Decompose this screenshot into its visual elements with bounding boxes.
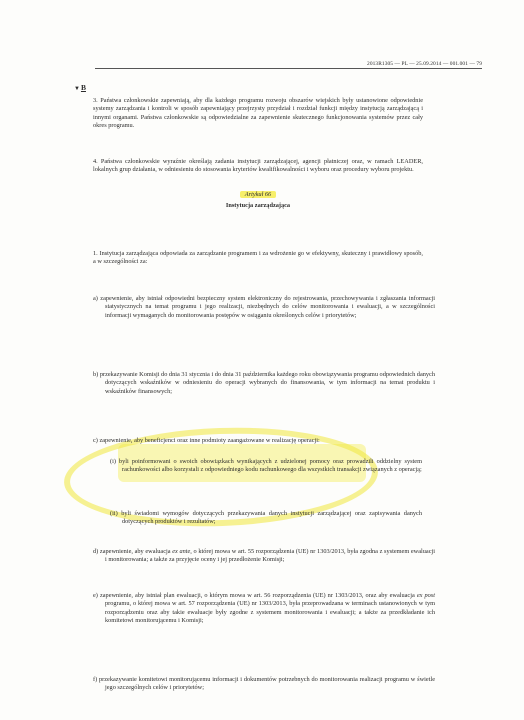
- list-item-b: b) przekazywanie Komisji do dnia 31 stycznia i do dnia 31 października każdego roku obowiązywania programu odpowiednich danych dotyczących wskaźników w odniesieniu do operacji wybranych do finansowania, w tym informacji na temat produktu i wskaźników finansowych;: [93, 371, 435, 395]
- article-title: Instytucja zarządzająca: [225, 202, 291, 209]
- amendment-letter: B: [80, 83, 86, 92]
- list-item-c: c) zapewnienie, aby beneficjenci oraz inne podmioty zaangażowane w realizację operacji:: [93, 437, 320, 444]
- item-e-text-1: e) zapewnienie, aby istniał plan ewaluacji, o którym mowa w art. 56 rozporządzenia (UE) nr 1303/2013, oraz aby ewaluacja: [93, 592, 417, 599]
- paragraph-1: 1. Instytucja zarządzająca odpowiada za zarządzanie programem i za wdrożenie go w efektywny, skuteczny i prawidłowy sposób, a w szczególności za:: [93, 250, 423, 266]
- paragraph-3: 3. Państwa członkowskie zapewniają, aby dla każdego programu rozwoju obszarów wiejskich były ustanowione odpowiednie systemy zarządzania i kontroli w sposób zapewniający przejrzysty przydział i rozdział funkcji między instytucją zarządzającą i innymi organami. Państwa członkowskie są odpowiedzialne za zapewnienie skutecznego funkcjonowania systemów przez cały okres programu.: [93, 97, 423, 130]
- amendment-marker: [74, 83, 86, 92]
- list-item-d: [93, 548, 435, 565]
- item-d-text-1: d) zapewnienie, aby ewaluacja: [93, 548, 173, 555]
- article-number-text: Artykuł 66: [240, 191, 276, 198]
- item-e-text-2: programu, o której mowa w art. 57 rozporządzenia (UE) nr 1303/2013, była przeprowadzana w terminach ustanowionych w tym rozporządzeniu oraz aby takie ewaluacje były zgodne z systemem monitorowania i ewaluacji; a także za przedkładanie ich komitetowi monitorującemu i Komisji;: [105, 600, 435, 625]
- item-e-emphasis: ex post: [416, 592, 435, 599]
- item-d-emphasis: ex ante: [172, 548, 191, 555]
- article-number: [93, 191, 423, 198]
- triangle-marker-icon: ▼: [74, 86, 80, 92]
- list-item-a: a) zapewnienie, aby istniał odpowiedni bezpieczny system elektroniczny do rejestrowania, przechowywania i zgłaszania informacji statystycznych na temat programu i jego realizacji, niezbędnych do celów monitorowania i ewaluacji, a w szczególności informacji wymaganych do monitorowania postępów w osiąganiu określonych celów i priorytetów;: [93, 295, 435, 319]
- paragraph-4: 4. Państwa członkowskie wyraźnie określają zadania instytucji zarządzającej, agencji płatniczej oraz, w ramach LEADER, lokalnych grup działania, w odniesieniu do stosowania kryteriów kwalifikowalności i wyboru oraz procedury wyboru projektu.: [93, 158, 423, 174]
- list-item-c-i: (i) byli poinformowani o swoich obowiązkach wynikających z udzielonej pomocy oraz prowadzili oddzielny system rachunkowości albo korzystali z odpowiedniego kodu rachunkowego dla wszystkich transakcji związanych z operacją;: [110, 458, 422, 474]
- item-d-text-2: , o której mowa w art. 55 rozporządzenia (UE) nr 1303/2013, była zgodna z systemem ewaluacji i monitorowania; a także za przyjęcie oceny i jej przedłożenie Komisji;: [105, 548, 435, 564]
- page-header: 2013R1305 — PL — 25.09.2014 — 001.001 — 79: [95, 61, 482, 69]
- list-item-c-ii: (ii) byli świadomi wymogów dotyczących przekazywania danych instytucji zarządzającej oraz zapisywania danych dotyczących produktów i rezultatów;: [110, 510, 422, 526]
- list-item-e: [93, 592, 435, 626]
- list-item-f: f) przekazywanie komitetowi monitorującemu informacji i dokumentów potrzebnych do monitorowania realizacji programu w świetle jego szczególnych celów i priorytetów;: [93, 676, 435, 692]
